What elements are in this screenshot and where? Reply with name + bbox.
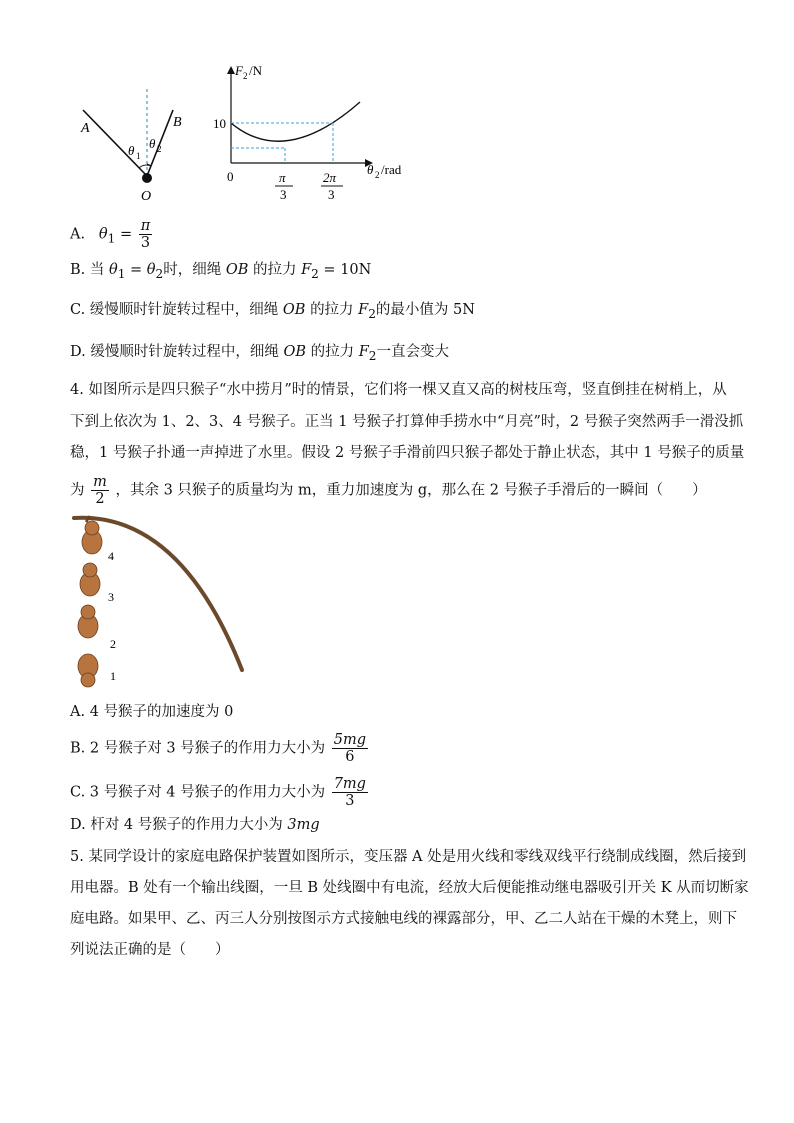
monkey-1: [78, 654, 98, 687]
monkeys-figure: [70, 512, 250, 694]
q5-line-4: 列说法正确的是（ ）: [70, 942, 230, 958]
q4-line-4: 为 $\frac{m}{2}$ ，其余 3 只猴子的质量均为 m，重力加速度为 g，那么在 2 号猴子手滑后的一瞬间（ ）: [70, 474, 707, 507]
y-axis-label: F: [235, 63, 243, 78]
pivot-point: [142, 173, 152, 183]
q4-line-2: 下到上依次为 1、2、3、4 号猴子。正当 1 号猴子打算伸手捞水中“月亮”时，2 号猴子突然两手一滑没抓: [70, 414, 744, 430]
label-theta1-sub: 1: [136, 151, 141, 161]
x-tick-1-num: π: [279, 170, 286, 185]
monkey-label-4: 4: [108, 549, 114, 563]
q4-option-a: A. 4 号猴子的加速度为 0: [70, 704, 234, 720]
monkey-label-2: 2: [110, 637, 116, 651]
monkey-2: [78, 605, 98, 638]
option-a-fraction: $\frac{\pi}{3}$: [140, 218, 151, 251]
x-axis-sub: 2: [375, 170, 380, 180]
option-d: D. 缓慢顺时针旋转过程中，细绳 OB 的拉力 $F_2$一直会变大: [70, 344, 449, 363]
monkey-label-3: 3: [108, 590, 114, 604]
y-axis-sub: 2: [243, 71, 248, 81]
monkey-4: [82, 516, 102, 554]
force-graph: [205, 60, 415, 205]
monkey-label-1: 1: [110, 669, 116, 683]
q4-option-c-fraction: $\frac{7mg}{3}$: [333, 776, 366, 809]
label-theta2: θ: [149, 136, 156, 151]
q5-line-1: 5. 某同学设计的家庭电路保护装置如图所示，变压器 A 处是用火线和零线双线平行绕制成线圈，然后接到: [70, 849, 747, 865]
force-curve: [231, 102, 360, 141]
label-O: O: [141, 189, 152, 204]
q4-option-b-fraction: $\frac{5mg}{6}$: [333, 732, 367, 765]
q4-option-b: B. 2 号猴子对 3 号猴子的作用力大小为 $\frac{5mg}{6}$: [70, 732, 367, 765]
angle-diagram: [75, 80, 205, 205]
q4-line-1: 4. 如图所示是四只猴子“水中捞月”时的情景，它们将一棵又直又高的树枝压弯，竖直倒挂在树梢上，从: [70, 382, 727, 398]
x-tick-1-den: 3: [280, 187, 287, 202]
label-theta1: θ: [128, 143, 135, 158]
q4-option-d: D. 杆对 4 号猴子的作用力大小为 3mg: [70, 817, 320, 833]
origin-label: 0: [227, 169, 234, 184]
q5-line-2: 用电器。B 处有一个输出线圈，一旦 B 处线圈中有电流，经放大后便能推动继电器吸引开关 K 从而切断家: [70, 880, 749, 896]
monkey-3: [80, 563, 100, 596]
option-b: B. 当 $\theta_1 = \theta_2$时，细绳 OB 的拉力 $F_2 = 10N$: [70, 262, 372, 281]
q4-mass-fraction: $\frac{m}{2}$: [93, 474, 107, 507]
x-axis-unit: /rad: [381, 162, 402, 177]
option-c: C. 缓慢顺时针旋转过程中，细绳 OB 的拉力 $F_2$的最小值为 5N: [70, 302, 475, 321]
x-axis-label: θ: [367, 162, 374, 177]
q4-line-3: 稳，1 号猴子扑通一声掉进了水里。假设 2 号猴子手滑前四只猴子都处于静止状态，其中 1 号猴子的质量: [70, 445, 745, 461]
label-theta2-sub: 2: [157, 144, 162, 154]
label-A: A: [81, 121, 90, 136]
option-a: A. $\theta_1$ = $\frac{\pi}{3}$: [70, 218, 151, 251]
q4-option-c: C. 3 号猴子对 4 号猴子的作用力大小为 $\frac{7mg}{3}$: [70, 776, 366, 809]
x-tick-2-den: 3: [328, 187, 335, 202]
q5-line-3: 庭电路。如果甲、乙、丙三人分别按图示方式接触电线的裸露部分，甲、乙二人站在干燥的木凳上，则下: [70, 911, 737, 927]
x-tick-2-num: 2π: [323, 170, 337, 185]
label-B: B: [173, 115, 182, 130]
y-axis-unit: /N: [249, 63, 262, 78]
y-tick-10: 10: [213, 116, 226, 131]
